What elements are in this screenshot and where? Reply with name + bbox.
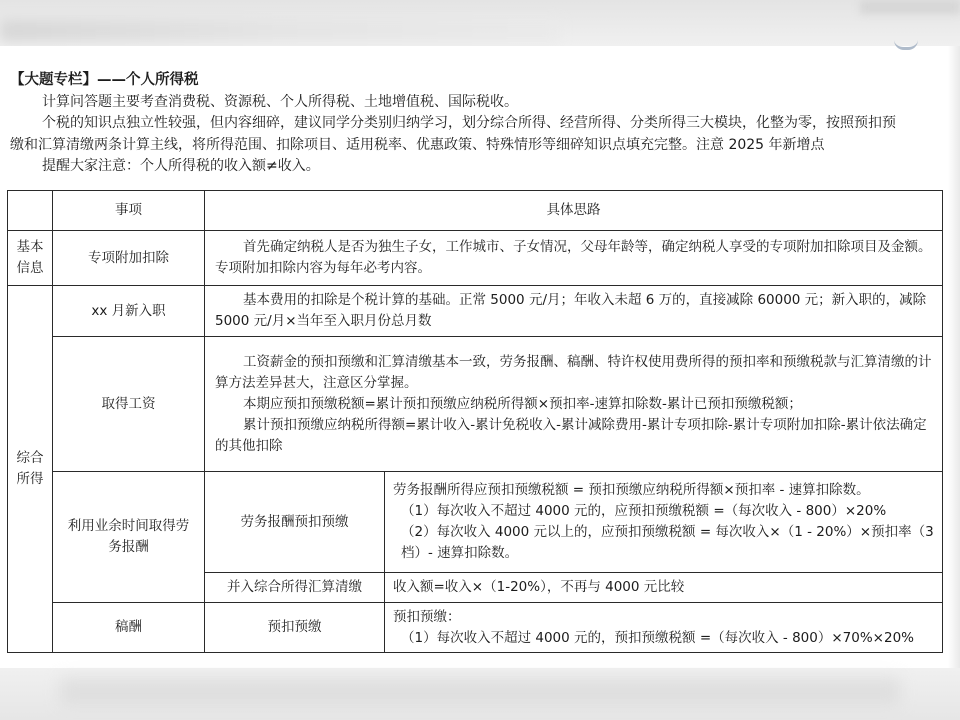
intro-section [10,70,945,178]
item-new-job: xx 月新入职 [53,286,205,337]
page-right-edge [948,46,960,670]
salary-text-3: 累计预扣预缴应纳税所得额=累计收入-累计免税收入-累计减除费用-累计专项扣除-累计专项附加扣除-累计依法确定的其他扣除 [215,416,927,454]
labor-prepay-rule: 劳务报酬所得应预扣预缴税额 = 预扣预缴应纳税所得额×预扣率 - 速算扣除数。 [393,482,870,498]
labor-prepay-case-2: （2）每次收入 4000 元以上的，应预扣预缴税额 = 每次收入×（1 - 20%）×预扣率（3 档）- 速算扣除数。 [401,524,934,561]
royalty-prepay-label: 预扣预缴 [205,603,385,653]
basic-approach-text: 首先确定纳税人是否为独生子女，工作城市、子女情况，父母年龄等，确定纳税人享受的专项附加扣除项目及金额。专项附加扣除内容为每年必考内容。 [205,231,943,286]
header-blank-cell [8,191,53,231]
royalty-cell [385,603,943,653]
table-row [8,472,943,573]
table-row [8,231,943,286]
section-title: 【大题专栏】——个人所得税 [10,72,199,88]
labor-prepay-case-1: （1）每次收入不超过 4000 元的，应预扣预缴税额 =（每次收入 - 800）×20% [401,503,887,519]
labor-prepay-cell [385,472,943,573]
tax-table [7,190,943,653]
table-row [8,603,943,653]
blurred-text-smear [0,20,560,42]
item-royalty: 稿酬 [53,603,205,653]
header-item: 事项 [53,191,205,231]
intro-line-2a: 个税的知识点独立性较强，但内容细碎，建议同学分类别归纳学习，划分综合所得、经营所得、分类所得三大模块，化整为零，按照预扣预 [42,115,896,131]
blurred-corner-smear [860,0,960,14]
header-approach: 具体思路 [205,191,943,231]
salary-cell [205,337,943,472]
blurred-bottom-edge [0,668,960,720]
salary-text-2: 本期应预扣预缴税额=累计预扣预缴应纳税所得额×预扣率-速算扣除数-累计已预扣预缴税额； [243,395,802,412]
table-header-row [8,191,943,231]
item-special-deduction: 专项附加扣除 [53,231,205,286]
royalty-line-2: （1）每次收入不超过 4000 元的，预扣预缴税额 =（每次收入 - 800）×70%×20% [401,629,914,646]
labor-settle-rule: 收入额=收入×（1-20%），不再与 4000 元比较 [385,573,943,603]
category-comprehensive: 综合 所得 [8,286,53,653]
intro-line-2b: 缴和汇算清缴两条计算主线，将所得范围、扣除项目、适用税率、优惠政策、特殊情形等细碎知识点填充完整。注意 2025 年新增点 [10,136,825,153]
table-row [8,337,943,472]
intro-line-3: 提醒大家注意：个人所得税的收入额≠收入。 [42,158,320,174]
salary-text-1: 工资薪金的预扣预缴和汇算清缴基本一致，劳务报酬、稿酬、特许权使用费所得的预扣率和预缴税款与汇算清缴的计算方法差异甚大，注意区分掌握。 [215,353,932,391]
labor-prepay-label: 劳务报酬预扣预缴 [205,472,385,573]
royalty-line-1: 预扣预缴： [393,608,461,625]
item-salary: 取得工资 [53,337,205,472]
table-row [8,286,943,337]
blurred-top-edge [0,0,960,50]
item-labor-income: 利用业余时间取得劳务报酬 [53,472,205,603]
intro-line-1: 计算问答题主要考查消费税、资源税、个人所得税、土地增值税、国际税收。 [42,93,518,110]
category-basic: 基本 信息 [8,231,53,286]
new-job-text: 基本费用的扣除是个税计算的基础。正常 5000 元/月；年收入未超 6 万的，直接减除 60000 元；新入职的，减除 5000 元/月×当年至入职月份总月数 [205,286,943,337]
blurred-bottom-smear [60,678,900,706]
labor-settle-label: 并入综合所得汇算清缴 [205,573,385,603]
